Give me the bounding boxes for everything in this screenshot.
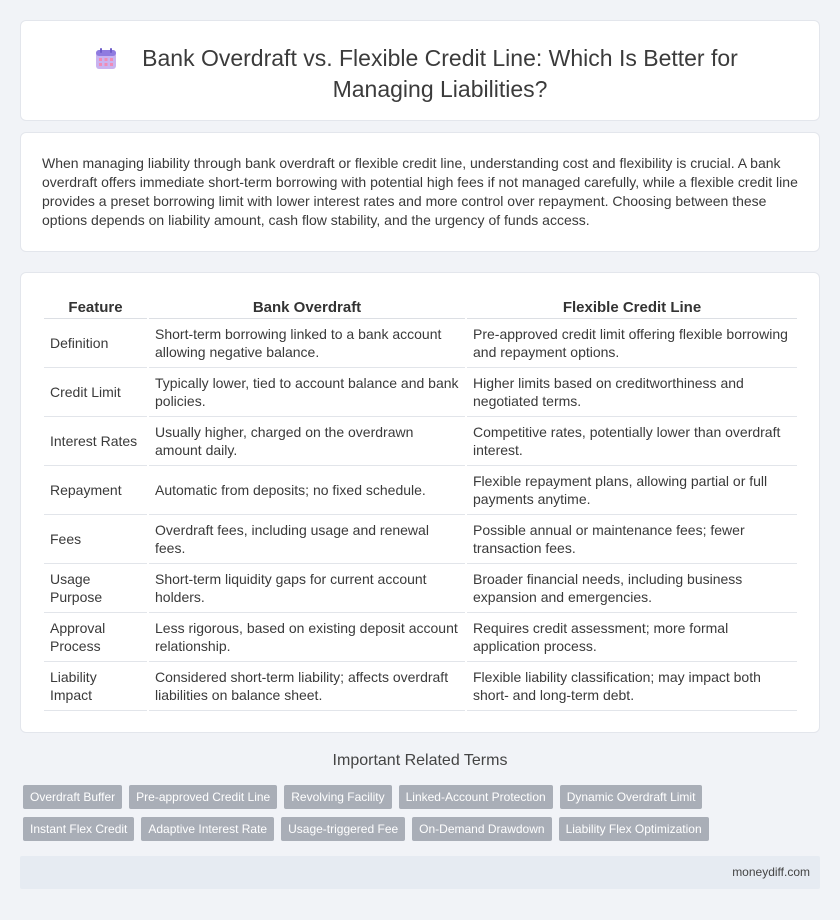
feature-cell: Definition: [44, 319, 147, 368]
credit-line-cell: Broader financial needs, including business expansion and emergencies.: [467, 564, 797, 613]
tag-linked-account-protection[interactable]: Linked-Account Protection: [399, 785, 553, 809]
feature-cell: Fees: [44, 515, 147, 564]
related-terms-tags: [23, 785, 813, 849]
overdraft-cell: Less rigorous, based on existing deposit account relationship.: [149, 613, 465, 662]
table-row: [44, 368, 797, 417]
table-row: [44, 319, 797, 368]
comparison-card: [20, 272, 820, 733]
intro-paragraph: When managing liability through bank overdraft or flexible credit line, understanding cost and flexibility is crucial. A bank overdraft offers immediate short-term borrowing with potential high fees if not managed carefully, while a flexible credit line provides a preset borrowing limit with lower interest rates and more control over repayment. Choosing between these options depends on liability amount, cash flow stability, and the urgency of funds access.: [42, 155, 798, 228]
overdraft-cell: Short-term borrowing linked to a bank account allowing negative balance.: [149, 319, 465, 368]
feature-cell: Interest Rates: [44, 417, 147, 466]
footer-site[interactable]: moneydiff.com: [732, 865, 810, 879]
feature-cell: Liability Impact: [44, 662, 147, 711]
credit-line-cell: Competitive rates, potentially lower than overdraft interest.: [467, 417, 797, 466]
table-header-row: [44, 297, 797, 319]
feature-cell: Usage Purpose: [44, 564, 147, 613]
overdraft-cell: Typically lower, tied to account balance and bank policies.: [149, 368, 465, 417]
tag-overdraft-buffer[interactable]: Overdraft Buffer: [23, 785, 122, 809]
overdraft-cell: Considered short-term liability; affects overdraft liabilities on balance sheet.: [149, 662, 465, 711]
overdraft-cell: Short-term liquidity gaps for current account holders.: [149, 564, 465, 613]
related-terms-title: Important Related Terms: [332, 752, 508, 769]
header-flexible-credit-line: Flexible Credit Line: [467, 297, 797, 319]
tag-on-demand-drawdown[interactable]: On-Demand Drawdown: [412, 817, 551, 841]
overdraft-cell: Automatic from deposits; no fixed schedule.: [149, 466, 465, 515]
feature-cell: Approval Process: [44, 613, 147, 662]
overdraft-cell: Usually higher, charged on the overdrawn amount daily.: [149, 417, 465, 466]
intro-card: [20, 132, 820, 252]
feature-cell: Credit Limit: [44, 368, 147, 417]
title-card: [20, 20, 820, 121]
tag-usage-triggered-fee[interactable]: Usage-triggered Fee: [281, 817, 405, 841]
feature-cell: Repayment: [44, 466, 147, 515]
footer: [20, 856, 820, 889]
credit-line-cell: Flexible liability classification; may impact both short- and long-term debt.: [467, 662, 797, 711]
comparison-table: [42, 297, 799, 711]
header-feature: Feature: [44, 297, 147, 319]
overdraft-cell: Overdraft fees, including usage and renewal fees.: [149, 515, 465, 564]
table-row: [44, 564, 797, 613]
credit-line-cell: Higher limits based on creditworthiness and negotiated terms.: [467, 368, 797, 417]
tag-dynamic-overdraft-limit[interactable]: Dynamic Overdraft Limit: [560, 785, 703, 809]
table-row: [44, 662, 797, 711]
table-row: [44, 515, 797, 564]
header-bank-overdraft: Bank Overdraft: [149, 297, 465, 319]
page-title: Bank Overdraft vs. Flexible Credit Line: Which Is Better for Managing Liabilities?: [142, 45, 738, 102]
tag-instant-flex-credit[interactable]: Instant Flex Credit: [23, 817, 134, 841]
credit-line-cell: Requires credit assessment; more formal application process.: [467, 613, 797, 662]
tag-adaptive-interest-rate[interactable]: Adaptive Interest Rate: [141, 817, 274, 841]
credit-line-cell: Flexible repayment plans, allowing partial or full payments anytime.: [467, 466, 797, 515]
table-row: [44, 417, 797, 466]
credit-line-cell: Possible annual or maintenance fees; fewer transaction fees.: [467, 515, 797, 564]
table-row: [44, 613, 797, 662]
tag-pre-approved-credit-line[interactable]: Pre-approved Credit Line: [129, 785, 277, 809]
tag-revolving-facility[interactable]: Revolving Facility: [284, 785, 391, 809]
table-row: [44, 466, 797, 515]
credit-line-cell: Pre-approved credit limit offering flexible borrowing and repayment options.: [467, 319, 797, 368]
tag-liability-flex-optimization[interactable]: Liability Flex Optimization: [559, 817, 709, 841]
